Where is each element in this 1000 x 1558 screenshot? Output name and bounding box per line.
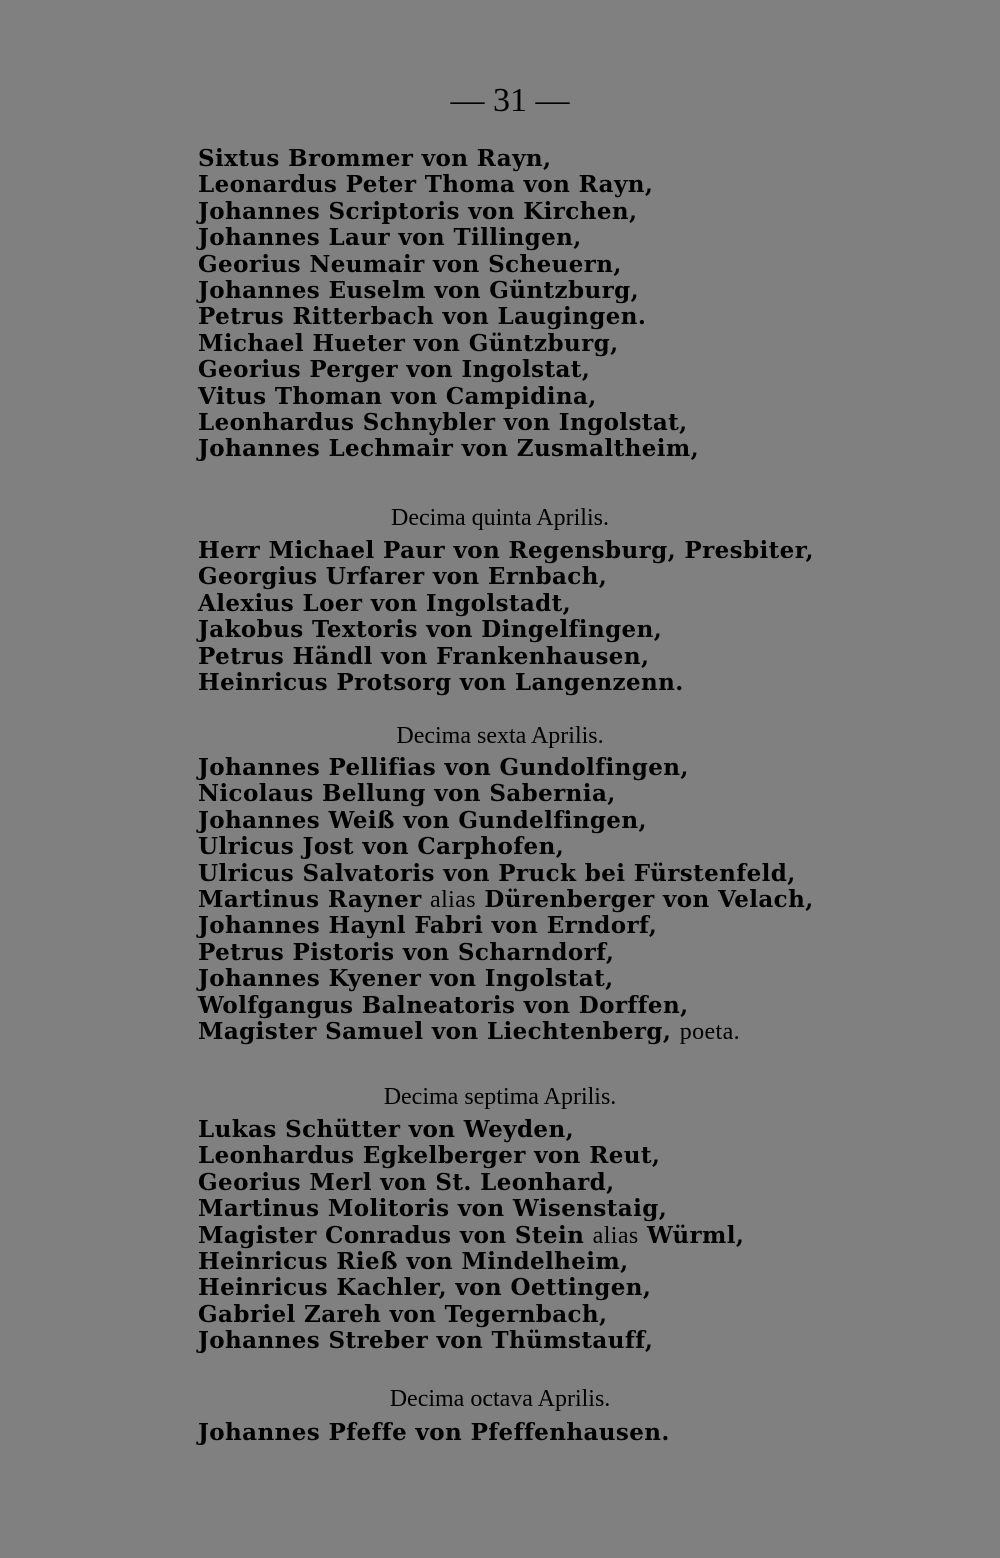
entry-line: Johannes Haynl Fabri von Erndorf, xyxy=(198,912,658,940)
date-heading-decima-quinta: Decima quinta Aprilis. xyxy=(391,505,609,531)
entry-line: Heinricus Protsorg von Langenzenn. xyxy=(198,669,684,697)
entry-line: Gabriel Zareh von Tegernbach, xyxy=(198,1300,608,1328)
date-heading-decima-septima: Decima septima Aprilis. xyxy=(383,1084,617,1110)
entry-line: Leonardus Peter Thoma von Rayn, xyxy=(198,171,654,199)
entry-line: Vitus Thoman von Campidina, xyxy=(198,382,597,410)
entry-text: Dürenberger von Velach, xyxy=(476,886,814,914)
entry-line: Ulricus Jost von Carphofen, xyxy=(198,833,565,861)
entry-line: Johannes Laur von Tillingen, xyxy=(198,224,582,252)
entry-line: Johannes Euselm von Güntzburg, xyxy=(198,277,640,305)
entry-line: Georius Perger von Ingolstat, xyxy=(198,356,591,384)
entry-list-2 xyxy=(198,537,814,697)
entry-line: Johannes Lechmair von Zusmaltheim, xyxy=(198,435,700,463)
entry-text: Würml, xyxy=(638,1221,745,1249)
date-heading-decima-sexta: Decima sexta Aprilis. xyxy=(396,723,604,749)
latin-word: poeta. xyxy=(679,1019,741,1046)
entry-text: Magister Conradus von Stein xyxy=(198,1221,593,1249)
entry-line xyxy=(198,1223,798,1249)
entry-line: Georius Merl von St. Leonhard, xyxy=(198,1168,615,1196)
latin-word: alias xyxy=(592,1222,639,1249)
entry-line: Wolfgangus Balneatoris von Dorffen, xyxy=(198,991,689,1019)
entry-line: Alexius Loer von Ingolstadt, xyxy=(198,589,572,617)
entry-list-5 xyxy=(198,1420,798,1446)
entry-line xyxy=(198,1019,798,1045)
entry-text: Magister Samuel von Liechtenberg, xyxy=(198,1018,680,1046)
entry-line: Georgius Urfarer von Ernbach, xyxy=(198,563,608,591)
date-heading-decima-octava: Decima octava Aprilis. xyxy=(389,1386,611,1412)
entry-line: Heinricus Kachler, von Oettingen, xyxy=(198,1274,652,1302)
entry-list-4 xyxy=(198,1117,798,1355)
latin-word: alias xyxy=(430,887,477,914)
entry-list-3 xyxy=(198,754,814,1046)
entry-line: Michael Hueter von Güntzburg, xyxy=(198,329,619,357)
entry-line: Johannes Scriptoris von Kirchen, xyxy=(198,197,638,225)
entry-line: Georius Neumair von Scheuern, xyxy=(198,250,622,278)
entry-line: Nicolaus Bellung von Sabernia, xyxy=(198,780,616,808)
entry-line: Herr Michael Paur von Regensburg, Presbiter, xyxy=(198,537,814,564)
page-number: — 31 — xyxy=(450,82,570,119)
entry-list-1 xyxy=(198,146,798,463)
entry-line: Johannes Streber von Thümstauff, xyxy=(198,1327,654,1355)
entry-line: Petrus Pistoris von Scharndorf, xyxy=(198,938,615,966)
entry-line: Petrus Ritterbach von Laugingen. xyxy=(198,303,647,331)
entry-line: Lukas Schütter von Weyden, xyxy=(198,1116,574,1143)
entry-line: Jakobus Textoris von Dingelfingen, xyxy=(198,616,663,644)
entry-line: Sixtus Brommer von Rayn, xyxy=(198,145,552,172)
entry-line: Heinricus Rieß von Mindelheim, xyxy=(198,1248,629,1276)
entry-line: Petrus Händl von Frankenhausen, xyxy=(198,642,650,670)
entry-line: Ulricus Salvatoris von Pruck bei Fürstenfeld, xyxy=(198,859,796,887)
entry-line: Leonhardus Egkelberger von Reut, xyxy=(198,1142,661,1170)
entry-line: Leonhardus Schnybler von Ingolstat, xyxy=(198,409,688,437)
entry-line xyxy=(198,886,814,914)
entry-text: Martinus Rayner xyxy=(198,886,431,914)
entry-line: Martinus Molitoris von Wisenstaig, xyxy=(198,1195,668,1223)
entry-line: Johannes Pfeffe von Pfeffenhausen. xyxy=(198,1419,670,1446)
entry-line: Johannes Kyener von Ingolstat, xyxy=(198,965,614,993)
entry-line: Johannes Weiß von Gundelfingen, xyxy=(198,806,647,834)
entry-line: Johannes Pellifias von Gundolfingen, xyxy=(198,754,689,781)
